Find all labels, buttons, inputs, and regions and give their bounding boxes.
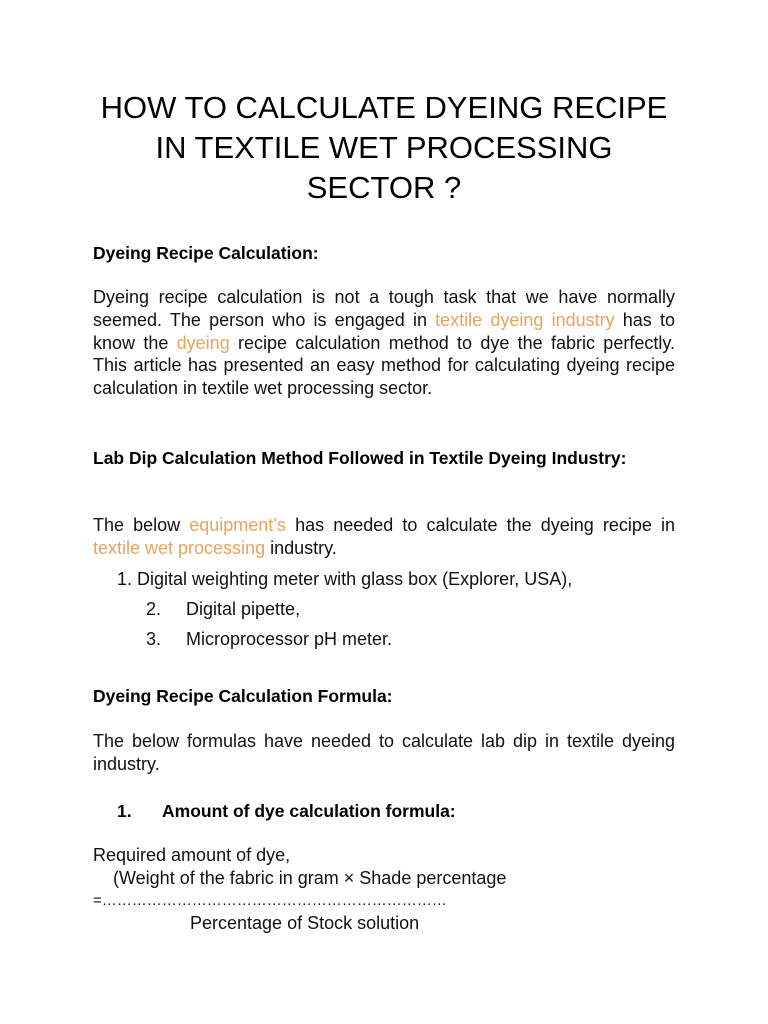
link-textile-dyeing-industry[interactable]: textile dyeing industry: [435, 309, 615, 330]
formula-division-line: =……………………………………………………………: [93, 892, 447, 909]
subheading-number: 1.: [117, 801, 132, 821]
list-item-text: Microprocessor pH meter.: [186, 629, 393, 649]
equipment-paragraph: [93, 514, 675, 560]
formula-label: Required amount of dye,: [93, 845, 291, 865]
list-item-text: Digital weighting meter with glass box (Explorer, USA),: [137, 569, 573, 589]
formula-intro-paragraph: The below formulas have needed to calculate lab dip in textile dyeing industry.: [93, 731, 675, 774]
formula-denominator: Percentage of Stock solution: [190, 913, 420, 933]
list-item: [146, 628, 392, 650]
list-item-text: Digital pipette,: [186, 599, 301, 619]
list-item-number: 2.: [146, 599, 162, 619]
list-item-number: 3.: [146, 629, 162, 649]
page-title: HOW TO CALCULATE DYEING RECIPE IN TEXTILE WET PROCESSING SECTOR ?: [100, 90, 668, 205]
subheading-text: Amount of dye calculation formula:: [162, 801, 456, 821]
section-heading-formula: Dyeing Recipe Calculation Formula:: [93, 686, 393, 706]
list-item: [117, 568, 572, 590]
equipment-text-1: The below: [93, 515, 190, 535]
list-item-number: 1.: [117, 569, 133, 589]
link-dyeing[interactable]: dyeing: [176, 332, 230, 353]
list-item: [146, 598, 300, 620]
section-heading-lab-dip-method: Lab Dip Calculation Method Followed in Textile Dyeing Industry:: [93, 448, 627, 468]
intro-text-3: recipe calculation method to dye the fabric perfectly. This article has presented an easy method for calculating dyeing recipe calculation in textile wet processing sector.: [93, 332, 676, 399]
section-heading-recipe-calculation: Dyeing Recipe Calculation:: [93, 243, 319, 263]
intro-text-2: has to know the: [93, 309, 675, 353]
intro-paragraph: [93, 286, 675, 400]
link-equipments[interactable]: equipment’s: [189, 515, 286, 535]
intro-text-1: Dyeing recipe calculation is not a tough task that we have normally seemed. The person who is engaged in: [93, 287, 675, 330]
equipment-text-2: has needed to calculate the dyeing recipe in: [285, 515, 675, 535]
formula-numerator: (Weight of the fabric in gram × Shade percentage: [113, 868, 507, 888]
equipment-text-3: industry.: [265, 537, 337, 558]
link-textile-wet-processing[interactable]: textile wet processing: [93, 537, 266, 558]
subheading-dye-amount: [117, 800, 456, 823]
